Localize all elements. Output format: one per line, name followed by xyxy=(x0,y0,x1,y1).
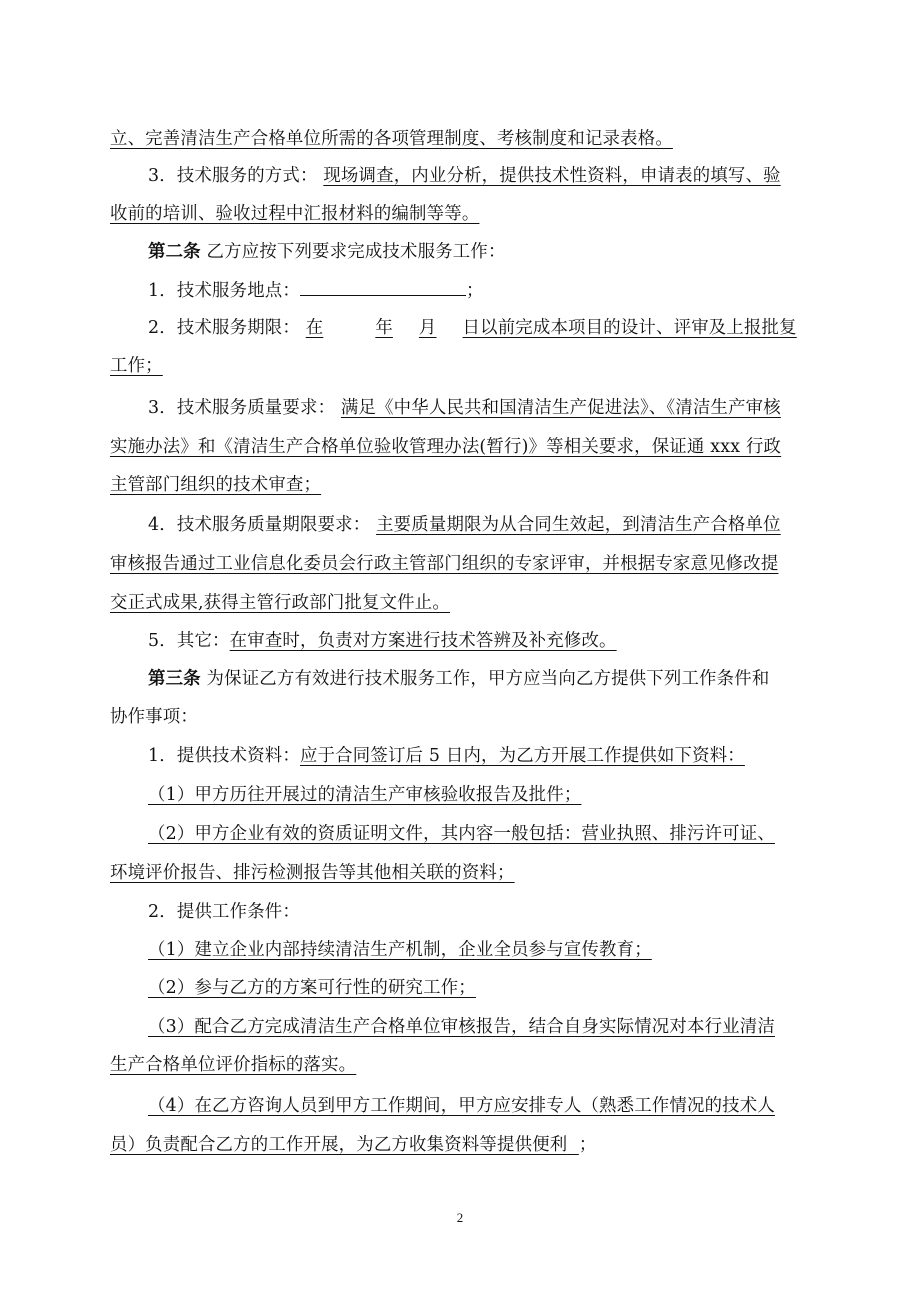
period-nian: 年 xyxy=(375,318,393,338)
sub-item-line xyxy=(148,1093,853,1119)
underlined-text: （1）甲方历往开展过的清洁生产审核验收报告及批件； xyxy=(148,785,582,805)
underlined-text: 主管部门组织的技术审查； xyxy=(110,475,322,495)
underlined-text: 满足《中华人民共和国清洁生产促进法》、《清洁生产审核 xyxy=(340,398,781,418)
paragraph-line xyxy=(110,704,815,730)
quality-period-line xyxy=(148,512,853,538)
item-label: 2．提供工作条件： xyxy=(148,902,300,922)
period-rest: 日以前完成本项目的设计、评审及上报批复 xyxy=(462,318,797,338)
underlined-text: 实施办法》和《清洁生产合格单位验收管理办法(暂行)》等相关要求，保证通 xxx 行政 xyxy=(110,437,782,457)
underlined-text: 审核报告通过工业信息化委员会行政主管部门组织的专家评审，并根据专家意见修改提 xyxy=(110,554,779,574)
sub-item-line xyxy=(148,937,853,963)
article-title: 第二条 xyxy=(148,242,201,262)
underlined-text xyxy=(567,1135,578,1155)
service-location-line xyxy=(148,277,853,304)
sub-item-line xyxy=(148,821,853,847)
underlined-text: （2）甲方企业有效的资质证明文件，其内容一般包括：营业执照、排污许可证、 xyxy=(148,824,775,844)
item-label: 1．提供技术资料： xyxy=(148,746,300,766)
underlined-text: （1）建立企业内部持续清洁生产机制，企业全员参与宣传教育； xyxy=(148,940,652,960)
sub-item-line xyxy=(148,975,853,1001)
paragraph-line xyxy=(110,353,815,379)
underlined-text: 环境评价报告、排污检测报告等其他相关联的资料； xyxy=(110,863,515,883)
service-period-line xyxy=(148,315,853,341)
line-end: ； xyxy=(578,1135,597,1155)
article-text-cont: 协作事项： xyxy=(110,707,198,727)
paragraph-line xyxy=(110,434,815,460)
underlined-text: 立、完善清洁生产合格单位所需的各项管理制度、考核制度和记录表格。 xyxy=(110,129,673,149)
item-label: 4．技术服务质量期限要求： xyxy=(148,515,371,535)
paragraph-line xyxy=(110,126,815,152)
item-label: 1．技术服务地点： xyxy=(148,281,300,301)
other-line xyxy=(148,628,853,654)
period-yue: 月 xyxy=(418,318,437,338)
sub-item-line xyxy=(148,1014,853,1040)
article-2-heading xyxy=(148,239,853,265)
underlined-text: 员）负责配合乙方的工作开展，为乙方收集资料等提供便利 xyxy=(110,1135,568,1155)
underlined-text: 交正式成果,获得主管行政部门批复文件止。 xyxy=(110,593,450,613)
underlined-text: 主要质量期限为从合同生效起，到清洁生产合格单位 xyxy=(376,515,781,535)
article-text: 乙方应按下列要求完成技术服务工作： xyxy=(206,242,506,262)
underlined-text: （4）在乙方咨询人员到甲方工作期间，甲方应安排专人（熟悉工作情况的技术人 xyxy=(148,1096,775,1116)
paragraph-line xyxy=(110,860,815,886)
sub-item-line xyxy=(148,782,853,808)
underlined-text: 在审查时，负责对方案进行技术答辨及补充修改。 xyxy=(229,631,617,651)
paragraph-line xyxy=(110,1132,815,1158)
location-blank xyxy=(300,277,466,296)
quality-requirement-line xyxy=(148,395,853,421)
paragraph-line xyxy=(110,590,815,616)
underlined-text: （2）参与乙方的方案可行性的研究工作； xyxy=(148,978,476,998)
underlined-text: 应于合同签订后 5 日内，为乙方开展工作提供如下资料： xyxy=(300,746,745,766)
paragraph-line xyxy=(110,472,815,498)
service-method-line xyxy=(148,163,853,189)
item-label: 5．其它： xyxy=(148,631,230,651)
paragraph-line xyxy=(110,1052,815,1078)
provide-materials-line xyxy=(148,743,853,769)
page-number: 2 xyxy=(456,1210,464,1225)
provide-conditions-line xyxy=(148,899,853,925)
item-label: 2．技术服务期限： xyxy=(148,318,300,338)
paragraph-line xyxy=(110,201,815,227)
underlined-text: 收前的培训、验收过程中汇报材料的编制等等。 xyxy=(110,204,480,224)
underlined-text: 工作； xyxy=(110,356,163,376)
item-label: 3．技术服务的方式： xyxy=(148,166,318,186)
article-text: 为保证乙方有效进行技术服务工作，甲方应当向乙方提供下列工作条件和 xyxy=(206,669,770,689)
underlined-text: 生产合格单位评价指标的落实。 xyxy=(110,1055,357,1075)
underlined-text: 现场调查，内业分析，提供技术性资料，申请表的填写、验 xyxy=(323,166,781,186)
article-3-heading xyxy=(148,666,853,692)
underlined-text: （3）配合乙方完成清洁生产合格单位审核报告，结合自身实际情况对本行业清洁 xyxy=(148,1017,775,1037)
paragraph-line xyxy=(110,551,815,577)
item-label: 3．技术服务质量要求： xyxy=(148,398,336,418)
article-title: 第三条 xyxy=(148,669,201,689)
period-zai: 在 xyxy=(305,318,324,338)
period-text xyxy=(306,318,797,338)
item-end: ； xyxy=(466,281,484,301)
